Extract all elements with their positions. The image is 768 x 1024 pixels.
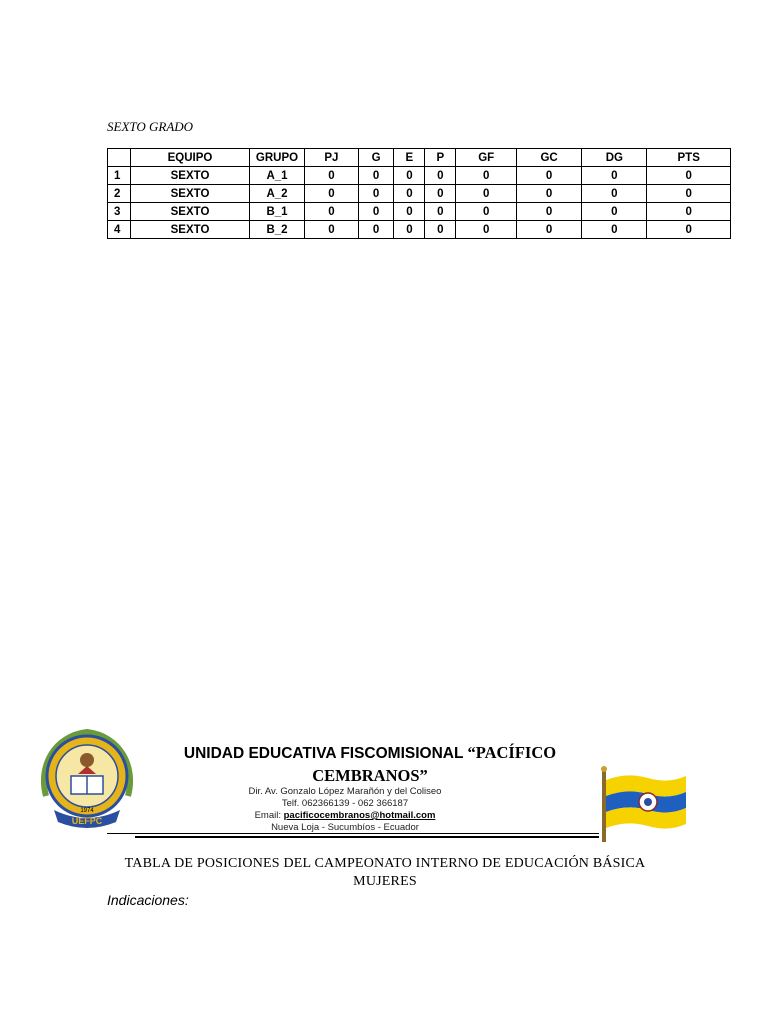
cell-dg: 0 — [582, 221, 647, 239]
cell-team: SEXTO — [131, 167, 250, 185]
flag-icon — [598, 764, 690, 842]
cell-pts: 0 — [647, 221, 731, 239]
header-dg: DG — [582, 149, 647, 167]
cell-pj: 0 — [305, 185, 359, 203]
cell-p: 0 — [425, 203, 456, 221]
cell-gf: 0 — [456, 167, 517, 185]
cell-team: SEXTO — [131, 203, 250, 221]
cell-pj: 0 — [305, 167, 359, 185]
cell-pj: 0 — [305, 221, 359, 239]
cell-p: 0 — [425, 167, 456, 185]
header-pj: PJ — [305, 149, 359, 167]
institution-contact — [200, 786, 490, 834]
cell-p: 0 — [425, 221, 456, 239]
header-g: G — [358, 149, 394, 167]
cell-gc: 0 — [517, 185, 582, 203]
cell-e: 0 — [394, 221, 425, 239]
institution-title-part2: “PACÍFICO — [467, 743, 557, 762]
cell-dg: 0 — [582, 203, 647, 221]
cell-e: 0 — [394, 203, 425, 221]
cell-group: A_1 — [250, 167, 305, 185]
logo-text: UEFPC — [71, 816, 103, 826]
header-gc: GC — [517, 149, 582, 167]
table-row — [108, 185, 731, 203]
row-number: 3 — [108, 203, 131, 221]
cell-pj: 0 — [305, 203, 359, 221]
document-heading — [100, 855, 670, 891]
header-p: P — [425, 149, 456, 167]
cell-group: B_1 — [250, 203, 305, 221]
cell-group: B_2 — [250, 221, 305, 239]
cell-team: SEXTO — [131, 185, 250, 203]
cell-p: 0 — [425, 185, 456, 203]
header-group: GRUPO — [250, 149, 305, 167]
cell-e: 0 — [394, 167, 425, 185]
header-e: E — [394, 149, 425, 167]
header-team: EQUIPO — [131, 149, 250, 167]
institution-phone: Telf. 062366139 - 062 366187 — [281, 798, 409, 809]
header-divider-thin — [107, 833, 599, 834]
logo-year: 1974 — [80, 808, 94, 814]
header-pts: PTS — [647, 149, 731, 167]
school-logo — [34, 726, 140, 832]
cell-gf: 0 — [456, 203, 517, 221]
cell-g: 0 — [358, 167, 394, 185]
cell-team: SEXTO — [131, 221, 250, 239]
cell-pts: 0 — [647, 185, 731, 203]
header-number — [108, 149, 131, 167]
email-link[interactable]: pacificocembranos@hotmail.com — [283, 810, 436, 821]
cell-gc: 0 — [517, 167, 582, 185]
institution-title — [160, 742, 580, 788]
cell-dg: 0 — [582, 167, 647, 185]
cell-g: 0 — [358, 221, 394, 239]
cell-gf: 0 — [456, 185, 517, 203]
header-divider-thick — [135, 836, 599, 838]
cell-pts: 0 — [647, 203, 731, 221]
cell-pts: 0 — [647, 167, 731, 185]
email-label: Email: — [254, 810, 284, 821]
cell-dg: 0 — [582, 185, 647, 203]
cell-group: A_2 — [250, 185, 305, 203]
cell-gc: 0 — [517, 203, 582, 221]
table-row — [108, 221, 731, 239]
institution-title-part1: UNIDAD EDUCATIVA FISCOMISIONAL — [183, 745, 468, 762]
cell-e: 0 — [394, 185, 425, 203]
institution-email-line — [200, 810, 490, 822]
institution-address: Dir. Av. Gonzalo López Marañón y del Coliseo — [248, 786, 442, 797]
document-heading-line1: TABLA DE POSICIONES DEL CAMPEONATO INTERNO DE EDUCACIÓN BÁSICA — [124, 856, 646, 871]
section-title: SEXTO GRADO — [107, 119, 194, 134]
cell-g: 0 — [358, 203, 394, 221]
cell-gf: 0 — [456, 221, 517, 239]
standings-table — [107, 148, 731, 239]
row-number: 2 — [108, 185, 131, 203]
cell-gc: 0 — [517, 221, 582, 239]
document-heading-line2: MUJERES — [353, 874, 417, 889]
institution-location: Nueva Loja - Sucumbíos - Ecuador — [271, 822, 419, 833]
row-number: 4 — [108, 221, 131, 239]
table-row — [108, 167, 731, 185]
cell-g: 0 — [358, 185, 394, 203]
institution-title-part3: CEMBRANOS” — [312, 766, 428, 785]
table-header-row — [108, 149, 731, 167]
header-gf: GF — [456, 149, 517, 167]
row-number: 1 — [108, 167, 131, 185]
table-row — [108, 203, 731, 221]
indications-label: Indicaciones: — [107, 892, 189, 908]
